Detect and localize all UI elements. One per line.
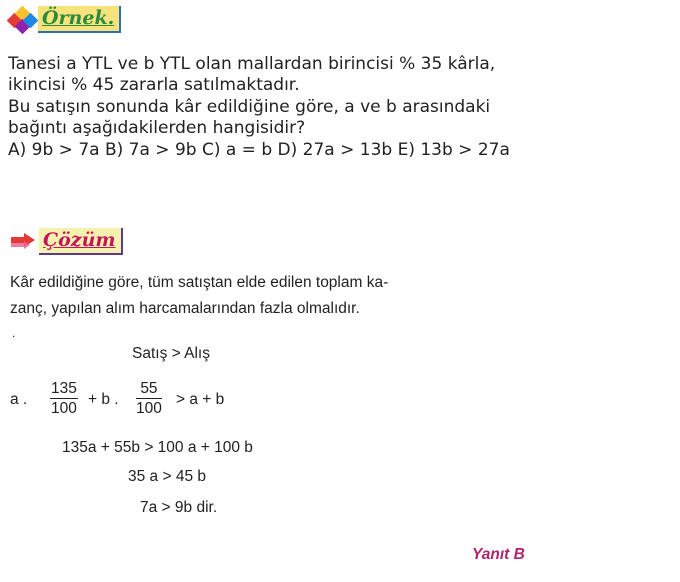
fraction-numerator: 55 — [136, 380, 162, 399]
question-line: ikincisi % 45 zararla satılmaktadır. — [8, 75, 300, 96]
stray-dot: . — [12, 326, 16, 340]
fraction-135-100 — [50, 380, 78, 418]
fraction-numerator: 135 — [51, 380, 77, 397]
solution-heading-label: Çözüm — [39, 228, 123, 255]
question-line: Bu satışın sonunda kâr edildiğine göre, a ve b arasındaki — [8, 96, 491, 117]
condition-line: Satış > Alış — [132, 345, 210, 362]
fraction-denominator: 100 — [136, 400, 162, 417]
question-line: Tanesi a YTL ve b YTL olan mallardan birincisi % 35 kârla, — [8, 54, 496, 74]
fraction-denominator: 100 — [51, 400, 77, 417]
example-heading — [8, 6, 121, 33]
solution-intro-line: Kâr edildiğine göre, tüm satıştan elde edilen toplam ka- — [10, 274, 389, 291]
question-line: bağıntı aşağıdakilerden hangisidir? — [8, 118, 306, 139]
diamond-dots-icon — [8, 8, 36, 32]
eq1-middle: + b . — [88, 391, 119, 408]
example-heading-label: Örnek. — [38, 6, 121, 33]
fraction-55-100 — [136, 380, 162, 418]
eq1-suffix: > a + b — [176, 391, 225, 408]
eq2-line: 135a + 55b > 100 a + 100 b — [62, 439, 253, 456]
eq3-line: 35 a > 45 b — [128, 468, 206, 485]
question-text — [8, 54, 676, 161]
eq1-prefix: a . — [10, 391, 28, 408]
solution-intro-line: zanç, yapılan alım harcamalarından fazla olmalıdır. — [10, 300, 360, 317]
answer-options: A) 9b > 7a B) 7a > 9b C) a = b D) 27a > 13b E) 13b > 27a — [8, 139, 510, 160]
solution-heading — [10, 228, 123, 255]
arrow-right-icon — [10, 232, 36, 252]
answer-label: Yanıt B — [472, 546, 525, 563]
eq4-line: 7a > 9b dir. — [140, 499, 218, 516]
